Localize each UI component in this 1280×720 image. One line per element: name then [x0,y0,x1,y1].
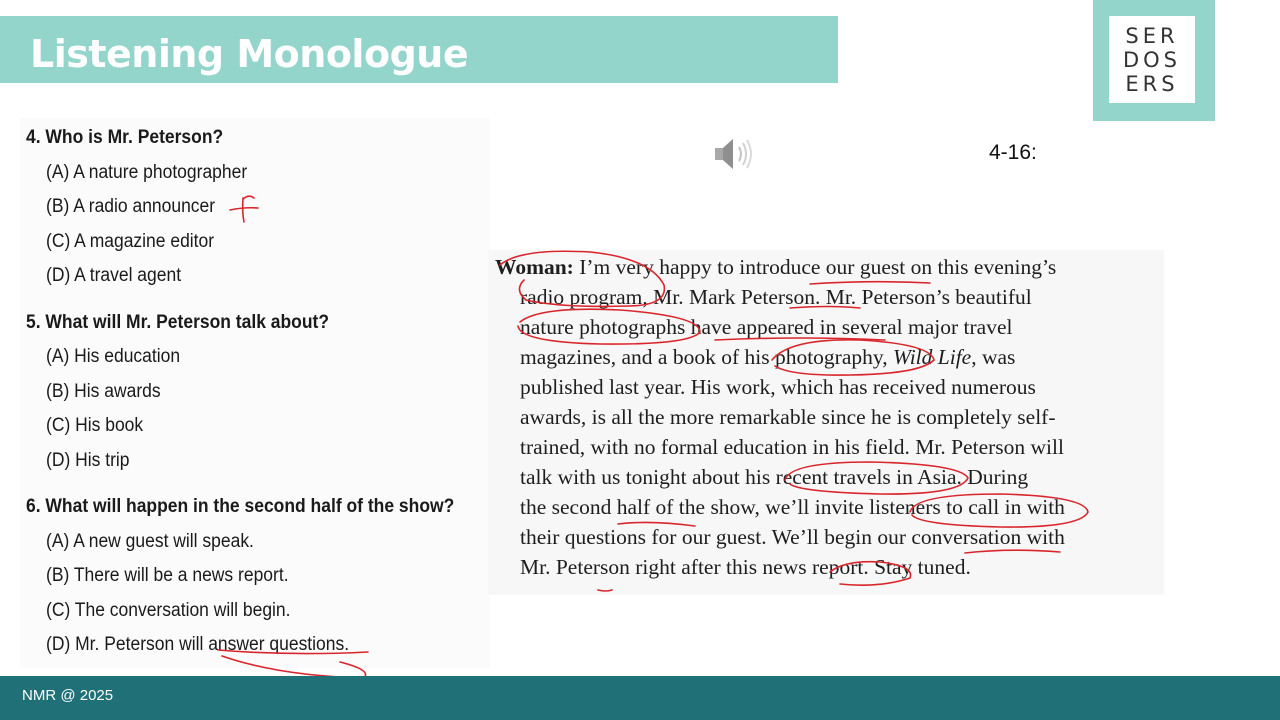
transcript-line-9: the second half of the show, we’ll invite listeners to call in with [520,495,1065,519]
question-5-option-d: (D) His trip [46,450,130,471]
transcript-line-6: awards, is all the more remarkable since he is completely self- [520,405,1056,429]
speaker-label: Woman: [495,255,574,279]
logo-line-2: DOS [1122,48,1182,72]
question-5-option-a: (A) His education [46,346,181,367]
question-6-option-b: (B) There will be a news report. [46,565,289,586]
transcript-line-11: Mr. Peterson right after this news report. Stay tuned. [520,555,971,579]
track-label: 4-16: [989,141,1037,164]
transcript-line-8: talk with us tonight about his recent travels in Asia. During [520,465,1029,489]
question-6-option-d: (D) Mr. Peterson will answer questions. [46,634,350,655]
footer-text: NMR @ 2025 [22,687,114,704]
logo-frame [1109,16,1195,103]
transcript-line-7: trained, with no formal education in his field. Mr. Peterson will [520,435,1064,459]
question-4: 4. Who is Mr. Peterson? [26,127,224,148]
logo [1093,0,1215,121]
question-4-option-d: (D) A travel agent [46,265,182,286]
question-6: 6. What will happen in the second half of the show? [26,496,455,517]
book-title: Wild Life [892,345,972,369]
question-6-option-c: (C) The conversation will begin. [46,600,291,621]
transcript-line-1 [495,255,1056,280]
title-bar [0,16,838,83]
transcript-line-5: published last year. His work, which has received numerous [520,375,1036,399]
logo-line-3: ERS [1125,72,1179,96]
logo-line-1: SER [1125,24,1179,48]
question-4-option-a: (A) A nature photographer [46,162,248,183]
question-5: 5. What will Mr. Peterson talk about? [26,312,330,333]
question-5-option-b: (B) His awards [46,381,161,402]
speaker-muted-icon[interactable] [712,134,758,174]
question-5-option-c: (C) His book [46,415,144,436]
transcript-line-4-a: magazines, and a book of his photography, [520,345,893,369]
transcript-line-1-text: I’m very happy to introduce our guest on this evening’s [573,255,1057,279]
questions-panel [20,118,490,668]
question-6-option-a: (A) A new guest will speak. [46,531,254,552]
slide-title: Listening Monologue [30,32,469,76]
footer [0,676,1280,720]
question-4-option-b: (B) A radio announcer [46,196,216,217]
transcript-line-3: nature photographs have appeared in several major travel [520,315,1013,339]
transcript-line-4 [520,345,1015,370]
transcript-line-10: their questions for our guest. We’ll begin our conversation with [520,525,1065,549]
transcript-panel [488,250,1164,595]
transcript-line-4-c: , was [971,345,1016,369]
transcript-line-2: radio program, Mr. Mark Peterson. Mr. Peterson’s beautiful [520,285,1032,309]
question-4-option-c: (C) A magazine editor [46,231,215,252]
